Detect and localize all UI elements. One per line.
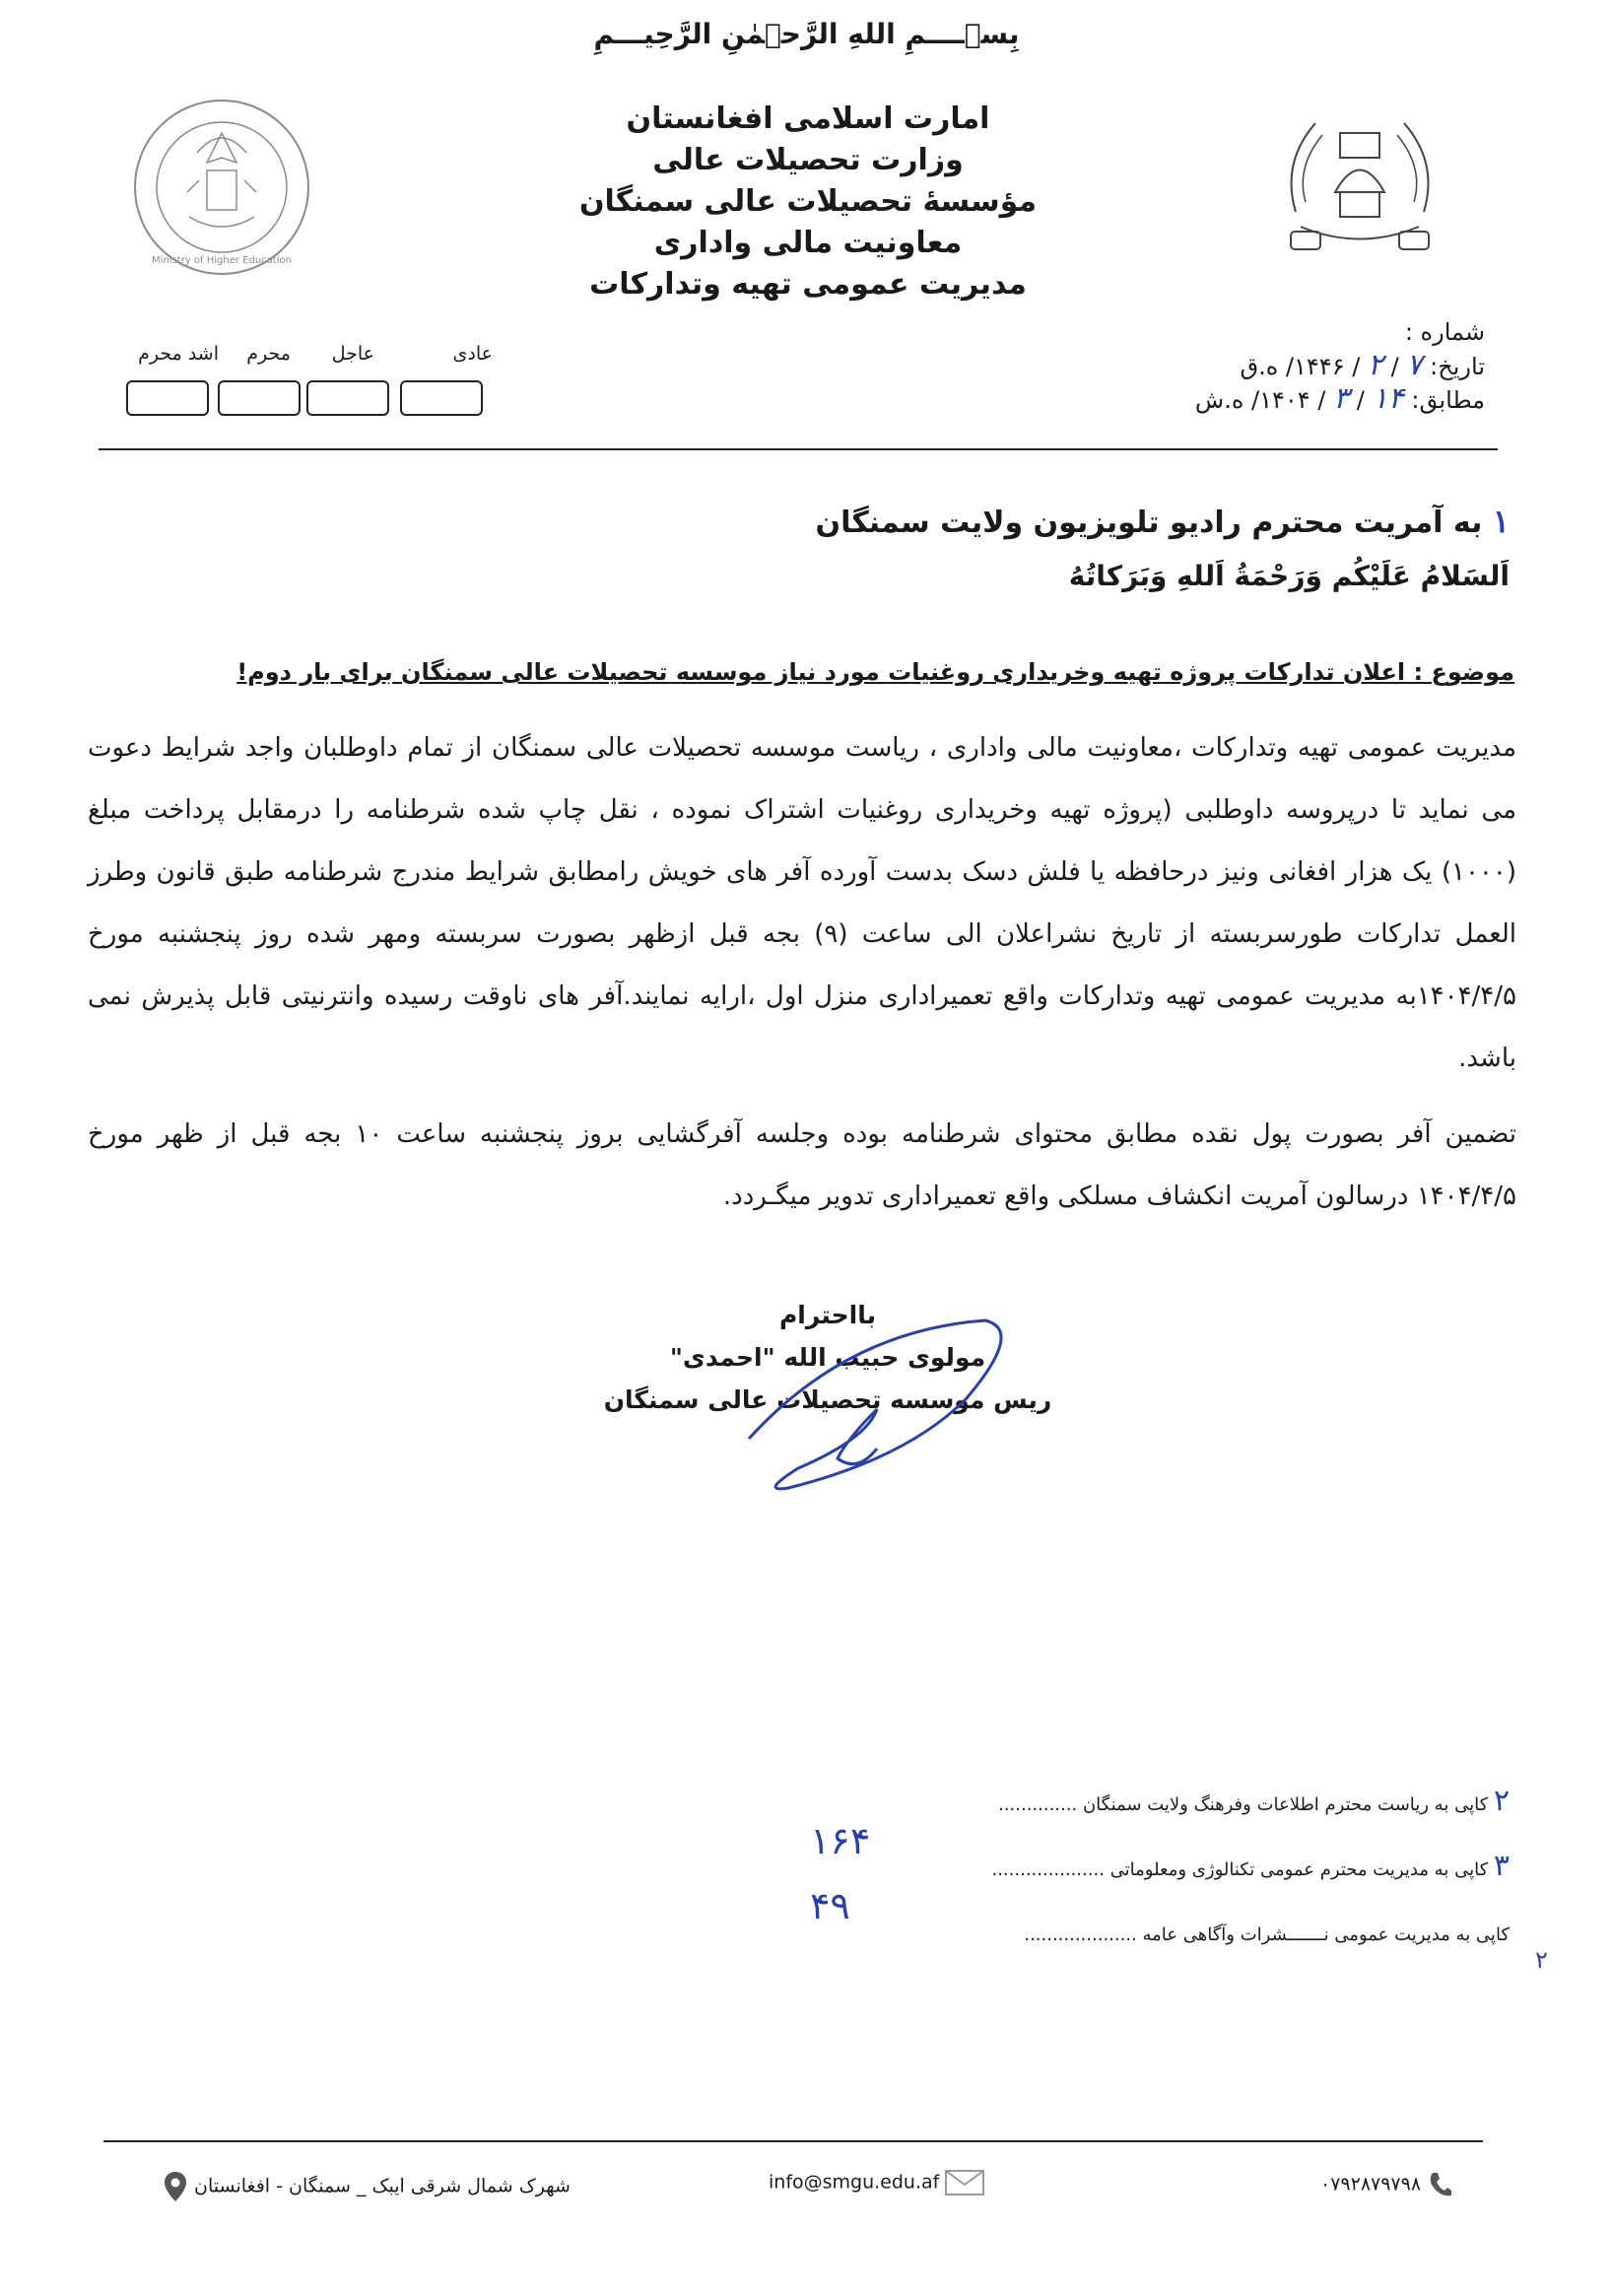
copy-handwritten-number: ۴۹	[810, 1884, 850, 1927]
copy-item	[623, 1784, 1510, 1849]
reference-corr-day: ۱۴	[1372, 381, 1404, 416]
header-line-5: مدیریت عمومی تهیه وتدارکات	[589, 267, 1027, 302]
header-line-4: معاونیت مالی واداری	[653, 226, 963, 260]
copy-marker: ۳	[1493, 1849, 1510, 1883]
footer-divider	[103, 2140, 1483, 2142]
reference-date-year: ۱۴۴۶/ ه.ق	[1240, 353, 1345, 380]
copy-text: کاپی به مدیریت محترم عمومی تکنالوژی ومعلوماتی	[1109, 1859, 1489, 1880]
emirate-emblem-icon	[1271, 94, 1448, 271]
reference-date-row: تاریخ: ۷ / ۲ / ۱۴۴۶/ ه.ق	[1240, 348, 1485, 382]
stray-pen-mark: ۲	[1535, 1946, 1548, 1974]
priority-confidential-label: محرم	[246, 343, 291, 365]
priority-boxes	[124, 380, 484, 416]
subject-line: موضوع : اعلان تدارکات پروژه تهیه وخریداری روغنیات مورد نیاز موسسه تحصیلات عالی سمنگان برای بار دوم!	[236, 658, 1514, 686]
copies-list	[623, 1784, 1510, 1979]
phone-icon	[1427, 2170, 1452, 2199]
recipient-marker: ۱	[1492, 503, 1510, 540]
recipient-text: به آمریت محترم رادیو تلویزیون ولایت سمنگان	[815, 506, 1483, 540]
signature-closing: بااحترام	[778, 1301, 876, 1329]
greeting: اَلسَلامُ عَلَيْکُم وَرَحْمَةُ اَللهِ وَبَرَکاتُهُ	[1068, 560, 1510, 592]
copy-marker: ۲	[1493, 1784, 1510, 1818]
footer-address	[163, 2170, 571, 2203]
priority-normal-box	[400, 380, 483, 416]
letter-body	[88, 717, 1516, 1228]
footer-phone-text: ۰۷۹۲۸۷۹۷۹۸	[1320, 2173, 1422, 2195]
copy-dots: ..............	[998, 1794, 1078, 1815]
reference-number-row	[1071, 315, 1485, 349]
reference-corresponds-row: مطابق: ۱۴ / ۳ / ۱۴۰۴/ ه.ش	[1194, 381, 1485, 416]
emirate-emblem	[1271, 94, 1448, 271]
copy-dots: ....................	[991, 1859, 1105, 1880]
header-divider	[99, 448, 1498, 450]
letterhead	[512, 99, 1104, 305]
priority-normal-label: عادی	[452, 343, 493, 365]
signature-scribble-icon	[729, 1291, 1025, 1508]
ministry-seal-icon	[128, 94, 315, 281]
footer-phone	[1320, 2170, 1452, 2199]
footer-email-text: info@smgu.edu.af	[769, 2171, 940, 2194]
recipient-line	[815, 503, 1510, 540]
bismillah: بِسۡــــمِ اللهِ الرَّحۡمٰنِ الرَّحِيـــمِ	[593, 18, 1020, 50]
priority-urgent-label: عاجل	[331, 343, 374, 365]
reference-number-label: شماره :	[1404, 318, 1485, 346]
handwritten-signature	[729, 1291, 1025, 1508]
header-line-1: امارت اسلامی افغانستان	[626, 101, 990, 136]
header-line-3: مؤسسهٔ تحصیلات عالی سمنگان	[578, 184, 1038, 219]
reference-date-month: ۲	[1367, 348, 1384, 382]
signature-title: ریس موسسه تحصیلات عالی سمنگان	[603, 1385, 1052, 1414]
copy-text: کاپی به مدیریت عمومی نـــــــشرات وآگاهی عامه	[1142, 1925, 1510, 1945]
body-paragraph-2: تضمین آفر بصورت پول نقده مطابق محتوای شرطنامه بوده وجلسه آفرگشایی بروز پنجشنبه ساعت ۱۰ بجه قبل از ظهر مورخ ۱۴۰۴/۴/۵ درسالون آمریت انکشاف مسلکی واقع تعمیراداری تدویر میگـردد.	[88, 1119, 1517, 1211]
reference-corr-year: ۱۴۰۴/ ه.ش	[1194, 386, 1311, 414]
copy-handwritten-number: ۱۶۴	[810, 1819, 871, 1862]
reference-date-day: ۷	[1406, 348, 1423, 382]
reference-corr-month: ۳	[1333, 381, 1350, 416]
priority-confidential-box	[218, 380, 301, 416]
footer-email	[769, 2170, 984, 2195]
body-paragraph-1: مدیریت عمومی تهیه وتدارکات ،معاونیت مالی واداری ، ریاست موسسه تحصیلات عالی سمنگان از تمام داوطلبان واجد شرایط دعوت می نماید تا درپروسه داوطلبی (پروژه تهیه وخریداری روغنیات اشتراک نموده ، نقل چاپ شده شرطنامه را درمقابل پرداخت مبلغ (۱۰۰۰) یک هزار افغانی ونیز درحافظه یا فلش دسک بدست آورده آفر های خویش رامطابق شرایط مندرج شرطنامه طبق قانون وطرز العمل تدارکات طورسربسته از تاریخ نشراعلان الی ساعت (۹) بجه قبل ازظهر بصورت سربسته ومهر شده روز پنجشنبه مورخ ۱۴۰۴/۴/۵به مدیریت عمومی تهیه وتدارکات واقع تعمیراداری منزل اول ،ارایه نمایند.آفر های ناوقت رسیده وانترنیتی قابل پذیرش نمی باشد.	[88, 733, 1516, 1073]
copy-dots: ....................	[1024, 1925, 1137, 1945]
priority-top-secret-label: اشد محرم	[138, 343, 219, 365]
signature-name: مولوی حبیب الله "احمدی"	[669, 1343, 986, 1372]
location-pin-icon	[163, 2170, 188, 2203]
ministry-seal	[128, 94, 315, 281]
envelope-icon	[945, 2170, 984, 2195]
priority-top-secret-box	[126, 380, 209, 416]
ministry-seal-text: Ministry of Higher Education	[152, 255, 292, 266]
copy-item	[623, 1884, 1510, 1979]
reference-date-label: تاریخ:	[1430, 353, 1485, 380]
reference-corresponds-label: مطابق:	[1411, 386, 1485, 414]
copy-item	[623, 1819, 1510, 1914]
footer-address-text: شهرک شمال شرقی ایبک _ سمنگان - افغانستان	[194, 2175, 571, 2197]
footer	[0, 2158, 1613, 2217]
header-line-2: وزارت تحصیلات عالی	[652, 143, 964, 177]
copy-text: کاپی به ریاست محترم اطلاعات وفرهنگ ولایت سمنگان	[1082, 1794, 1489, 1815]
priority-urgent-box	[306, 380, 389, 416]
reference-block	[1071, 315, 1485, 416]
